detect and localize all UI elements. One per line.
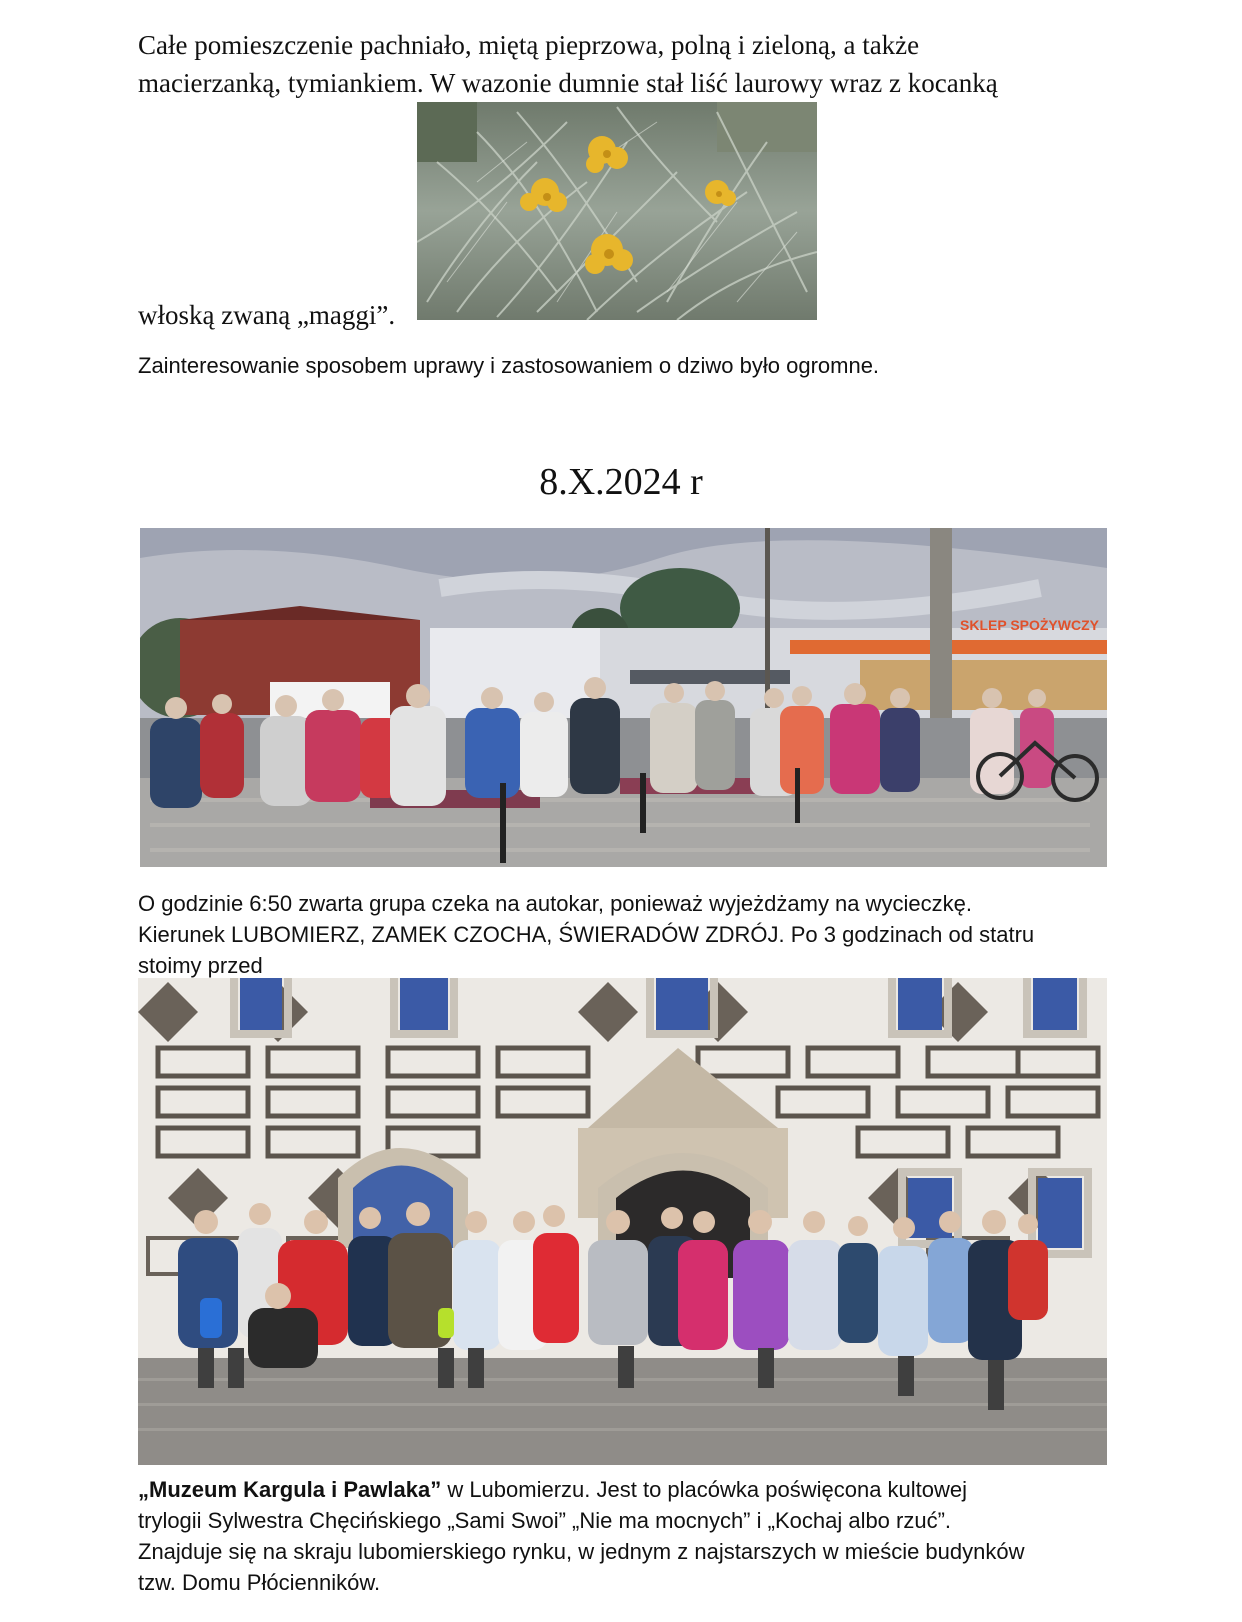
paragraph-1-line-1: Całe pomieszczenie pachniało, miętą pieprzowa, polną i zieloną, a także xyxy=(138,30,920,60)
paragraph-4-line-3: Znajduje się na skraju lubomierskiego rynku, w jednym z najstarszych w mieście budynków xyxy=(138,1539,1025,1564)
museum-group-photo xyxy=(138,978,1107,1465)
paragraph-4-line-1-rest: w Lubomierzu. Jest to placówka poświęcona kultowej xyxy=(441,1477,968,1502)
paragraph-2: Zainteresowanie sposobem uprawy i zastosowaniem o dziwo było ogromne. xyxy=(138,353,880,378)
museum-name: „Muzeum Kargula i Pawlaka” xyxy=(138,1477,442,1502)
paragraph-4 xyxy=(138,1474,1138,1598)
paragraph-4-line-1 xyxy=(138,1474,1138,1505)
shop-sign: SKLEP SPOŻYWCZY xyxy=(960,617,1099,633)
paragraph-1-line-3: włoską zwaną „maggi”. xyxy=(138,300,396,330)
paragraph-4-line-2: trylogii Sylwestra Chęcińskiego „Sami Swoi” „Nie ma mocnych” i „Kochaj albo rzuć”. xyxy=(138,1508,952,1533)
paragraph-3-line-1: O godzinie 6:50 zwarta grupa czeka na autokar, ponieważ wyjeżdżamy na wycieczkę. xyxy=(138,891,972,916)
paragraph-3-line-3: stoimy przed xyxy=(138,953,263,978)
date-heading: 8.X.2024 r xyxy=(539,461,703,503)
group-waiting-photo xyxy=(140,528,1107,867)
helichrysum-photo xyxy=(417,102,817,320)
paragraph-1 xyxy=(138,26,1138,102)
paragraph-3 xyxy=(138,888,1138,981)
paragraph-4-line-4: tzw. Domu Płócienników. xyxy=(138,1570,381,1595)
paragraph-3-line-2: Kierunek LUBOMIERZ, ZAMEK CZOCHA, ŚWIERADÓW ZDRÓJ. Po 3 godzinach od statru xyxy=(138,922,1035,947)
paragraph-1-line-2: macierzanką, tymiankiem. W wazonie dumnie stał liść laurowy wraz z kocanką xyxy=(138,68,998,98)
